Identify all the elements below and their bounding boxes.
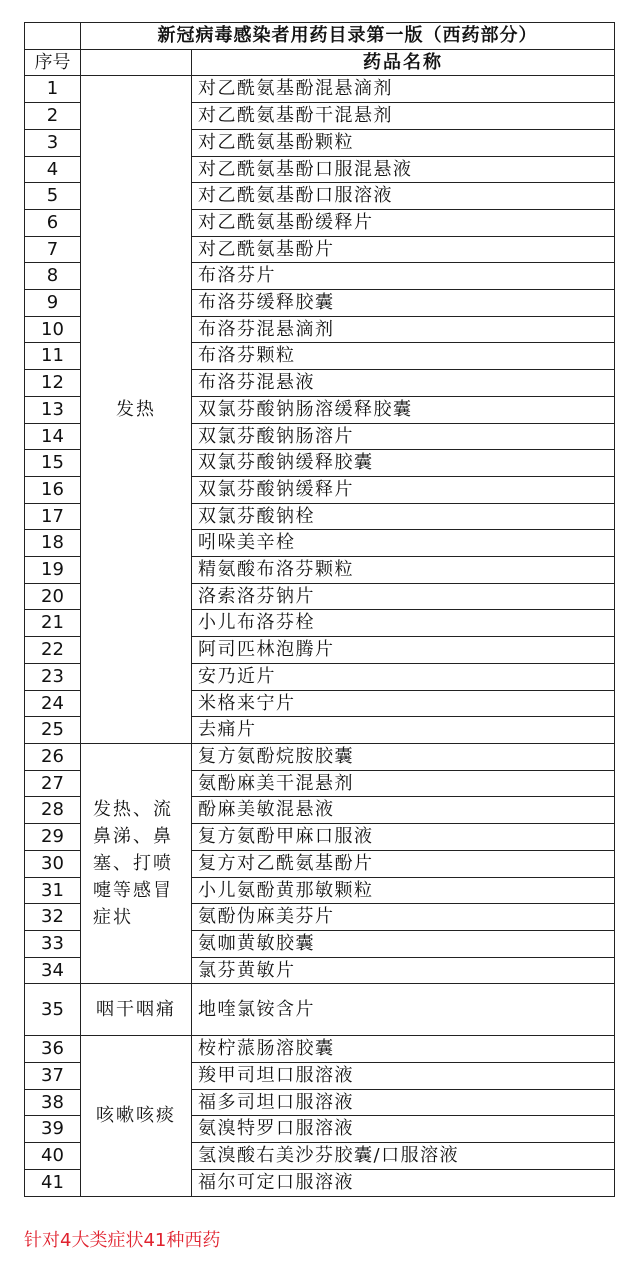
- drug-name: 氯芬黄敏片: [192, 957, 615, 984]
- drug-name: 布洛芬缓释胶囊: [192, 290, 615, 317]
- row-number: 10: [25, 316, 81, 343]
- row-number: 22: [25, 637, 81, 664]
- drug-name: 福多司坦口服溶液: [192, 1089, 615, 1116]
- drug-name: 对乙酰氨基酚口服溶液: [192, 183, 615, 210]
- drug-name: 福尔可定口服溶液: [192, 1169, 615, 1196]
- drug-name: 双氯芬酸钠栓: [192, 503, 615, 530]
- row-number: 15: [25, 450, 81, 477]
- drug-name: 米格来宁片: [192, 690, 615, 717]
- category-cell: 咳嗽咳痰: [81, 1036, 192, 1196]
- drug-name: 对乙酰氨基酚口服混悬液: [192, 156, 615, 183]
- row-number: 1: [25, 76, 81, 103]
- row-number: 38: [25, 1089, 81, 1116]
- table-row: [25, 1036, 615, 1063]
- header-no: 序号: [25, 49, 81, 76]
- row-number: 14: [25, 423, 81, 450]
- drug-name: 桉柠蒎肠溶胶囊: [192, 1036, 615, 1063]
- row-number: 19: [25, 557, 81, 584]
- row-number: 31: [25, 877, 81, 904]
- drug-name: 对乙酰氨基酚颗粒: [192, 129, 615, 156]
- row-number: 20: [25, 583, 81, 610]
- row-number: 37: [25, 1063, 81, 1090]
- drug-name: 氨溴特罗口服溶液: [192, 1116, 615, 1143]
- table-row: [25, 76, 615, 103]
- row-number: 13: [25, 396, 81, 423]
- row-number: 35: [25, 984, 81, 1036]
- drug-name: 氢溴酸右美沙芬胶囊/口服溶液: [192, 1143, 615, 1170]
- drug-name: 阿司匹林泡腾片: [192, 637, 615, 664]
- row-number: 17: [25, 503, 81, 530]
- drug-name: 羧甲司坦口服溶液: [192, 1063, 615, 1090]
- row-number: 18: [25, 530, 81, 557]
- row-number: 4: [25, 156, 81, 183]
- category-cell: 发热: [81, 76, 192, 744]
- category-cell: 咽干咽痛: [81, 984, 192, 1036]
- drug-name: 复方对乙酰氨基酚片: [192, 850, 615, 877]
- drug-name: 小儿氨酚黄那敏颗粒: [192, 877, 615, 904]
- drug-name: 布洛芬颗粒: [192, 343, 615, 370]
- drug-name: 酚麻美敏混悬液: [192, 797, 615, 824]
- row-number: 30: [25, 850, 81, 877]
- row-number: 2: [25, 103, 81, 130]
- row-number: 32: [25, 904, 81, 931]
- row-number: 36: [25, 1036, 81, 1063]
- row-number: 7: [25, 236, 81, 263]
- header-row: [25, 49, 615, 76]
- drug-name: 双氯芬酸钠缓释胶囊: [192, 450, 615, 477]
- row-number: 28: [25, 797, 81, 824]
- row-number: 40: [25, 1143, 81, 1170]
- drug-name: 小儿布洛芬栓: [192, 610, 615, 637]
- drug-name: 氨酚伪麻美芬片: [192, 904, 615, 931]
- row-number: 25: [25, 717, 81, 744]
- drug-name: 对乙酰氨基酚片: [192, 236, 615, 263]
- drug-name: 吲哚美辛栓: [192, 530, 615, 557]
- drug-catalog: [24, 22, 614, 1197]
- header-drug-name: 药品名称: [192, 49, 615, 76]
- drug-name: 氨咖黄敏胶囊: [192, 930, 615, 957]
- drug-name: 复方氨酚烷胺胶囊: [192, 743, 615, 770]
- row-number: 6: [25, 209, 81, 236]
- row-number: 23: [25, 663, 81, 690]
- drug-name: 双氯芬酸钠缓释片: [192, 476, 615, 503]
- row-number: 29: [25, 824, 81, 851]
- drug-name: 双氯芬酸钠肠溶缓释胶囊: [192, 396, 615, 423]
- row-number: 26: [25, 743, 81, 770]
- drug-name: 布洛芬片: [192, 263, 615, 290]
- row-number: 34: [25, 957, 81, 984]
- row-number: 39: [25, 1116, 81, 1143]
- drug-name: 安乃近片: [192, 663, 615, 690]
- drug-name: 对乙酰氨基酚混悬滴剂: [192, 76, 615, 103]
- row-number: 12: [25, 370, 81, 397]
- row-number: 27: [25, 770, 81, 797]
- drug-name: 洛索洛芬钠片: [192, 583, 615, 610]
- table-title: 新冠病毒感染者用药目录第一版（西药部分）: [81, 23, 615, 50]
- drug-name: 去痛片: [192, 717, 615, 744]
- row-number: 24: [25, 690, 81, 717]
- footnote: 针对4大类症状41种西药: [24, 1230, 221, 1251]
- table-row: [25, 984, 615, 1036]
- drug-name: 精氨酸布洛芬颗粒: [192, 557, 615, 584]
- row-number: 16: [25, 476, 81, 503]
- drug-name: 双氯芬酸钠肠溶片: [192, 423, 615, 450]
- drug-name: 对乙酰氨基酚缓释片: [192, 209, 615, 236]
- row-number: 8: [25, 263, 81, 290]
- drug-name: 布洛芬混悬液: [192, 370, 615, 397]
- title-row: [25, 23, 615, 50]
- drug-name: 地喹氯铵含片: [192, 984, 615, 1036]
- row-number: 3: [25, 129, 81, 156]
- drug-name: 布洛芬混悬滴剂: [192, 316, 615, 343]
- row-number: 21: [25, 610, 81, 637]
- row-number: 33: [25, 930, 81, 957]
- row-number: 5: [25, 183, 81, 210]
- drug-name: 对乙酰氨基酚干混悬剂: [192, 103, 615, 130]
- drug-table: [24, 22, 615, 1197]
- row-number: 11: [25, 343, 81, 370]
- table-row: [25, 743, 615, 770]
- category-cell: 发热、流 鼻涕、鼻 塞、打喷 嚏等感冒 症状: [81, 743, 192, 983]
- drug-name: 氨酚麻美干混悬剂: [192, 770, 615, 797]
- drug-name: 复方氨酚甲麻口服液: [192, 824, 615, 851]
- row-number: 41: [25, 1169, 81, 1196]
- row-number: 9: [25, 290, 81, 317]
